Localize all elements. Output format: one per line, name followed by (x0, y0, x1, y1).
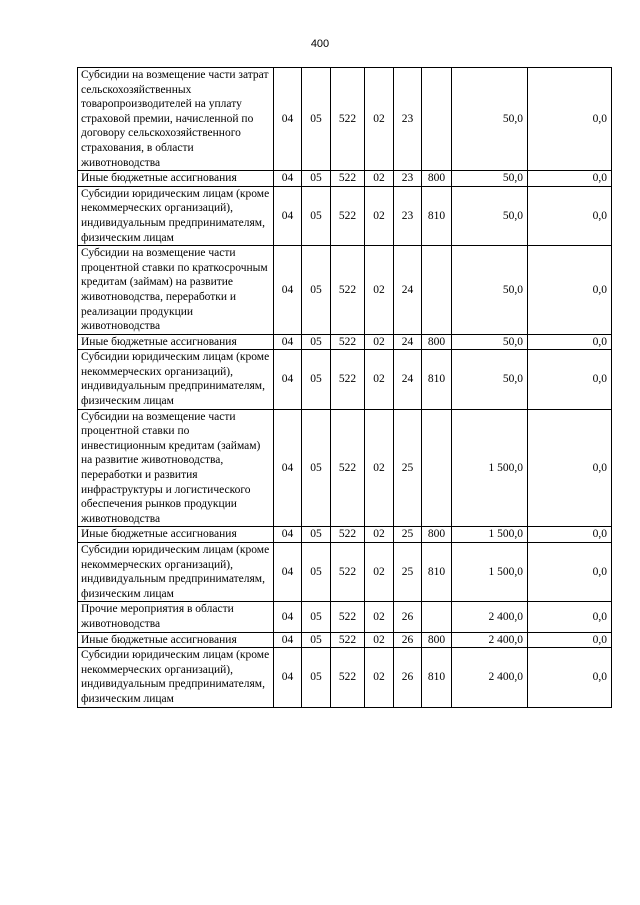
row-name: Субсидии на возмещение части затрат сельскохозяйственных товаропроизводителей на уплату страховой премии, начисленной по договору сельскохозяйственного страхования, в области животноводства (78, 68, 274, 171)
row-target-code-part2: 02 (365, 648, 394, 707)
row-target-code-part1: 522 (331, 171, 365, 187)
row-section-code: 04 (274, 171, 302, 187)
row-amount-year1: 50,0 (452, 171, 528, 187)
row-section-code: 04 (274, 527, 302, 543)
row-amount-year2: 0,0 (528, 246, 612, 335)
row-name: Субсидии юридическим лицам (кроме некоммерческих организаций), индивидуальным предпринимателям, физическим лицам (78, 186, 274, 245)
row-name: Иные бюджетные ассигнования (78, 334, 274, 350)
table-row (78, 648, 612, 707)
row-amount-year2: 0,0 (528, 632, 612, 648)
row-target-code-part3: 26 (394, 602, 422, 632)
row-target-code-part3: 23 (394, 186, 422, 245)
row-target-code-part3: 25 (394, 543, 422, 602)
row-target-code-part3: 26 (394, 632, 422, 648)
row-amount-year2: 0,0 (528, 409, 612, 527)
row-target-code-part3: 23 (394, 68, 422, 171)
row-amount-year1: 50,0 (452, 334, 528, 350)
row-target-code-part1: 522 (331, 350, 365, 409)
row-name: Субсидии юридическим лицам (кроме некоммерческих организаций), индивидуальным предпринимателям, физическим лицам (78, 648, 274, 707)
row-name: Прочие мероприятия в области животноводства (78, 602, 274, 632)
table-row (78, 246, 612, 335)
row-amount-year1: 2 400,0 (452, 648, 528, 707)
row-section-code: 04 (274, 543, 302, 602)
budget-table (77, 67, 612, 708)
row-section-code: 04 (274, 602, 302, 632)
row-target-code-part3: 24 (394, 350, 422, 409)
row-expense-type-code (422, 68, 452, 171)
row-target-code-part3: 24 (394, 246, 422, 335)
row-section-code: 04 (274, 334, 302, 350)
row-subsection-code: 05 (302, 409, 331, 527)
row-expense-type-code: 800 (422, 171, 452, 187)
row-expense-type-code (422, 409, 452, 527)
table-row (78, 409, 612, 527)
row-expense-type-code: 800 (422, 334, 452, 350)
row-target-code-part1: 522 (331, 409, 365, 527)
row-amount-year1: 1 500,0 (452, 527, 528, 543)
row-expense-type-code: 800 (422, 527, 452, 543)
row-section-code: 04 (274, 246, 302, 335)
row-subsection-code: 05 (302, 68, 331, 171)
row-amount-year2: 0,0 (528, 648, 612, 707)
row-amount-year1: 50,0 (452, 186, 528, 245)
row-amount-year2: 0,0 (528, 186, 612, 245)
row-target-code-part2: 02 (365, 632, 394, 648)
row-amount-year2: 0,0 (528, 68, 612, 171)
row-target-code-part3: 24 (394, 334, 422, 350)
row-target-code-part2: 02 (365, 68, 394, 171)
row-target-code-part3: 25 (394, 527, 422, 543)
row-subsection-code: 05 (302, 246, 331, 335)
row-subsection-code: 05 (302, 543, 331, 602)
row-target-code-part3: 25 (394, 409, 422, 527)
row-amount-year2: 0,0 (528, 527, 612, 543)
row-name: Иные бюджетные ассигнования (78, 632, 274, 648)
row-subsection-code: 05 (302, 334, 331, 350)
row-amount-year2: 0,0 (528, 543, 612, 602)
row-amount-year2: 0,0 (528, 602, 612, 632)
row-target-code-part2: 02 (365, 409, 394, 527)
table-row (78, 632, 612, 648)
row-target-code-part2: 02 (365, 527, 394, 543)
row-amount-year1: 50,0 (452, 68, 528, 171)
row-target-code-part1: 522 (331, 68, 365, 171)
row-target-code-part1: 522 (331, 648, 365, 707)
row-target-code-part3: 26 (394, 648, 422, 707)
row-amount-year1: 2 400,0 (452, 632, 528, 648)
row-subsection-code: 05 (302, 527, 331, 543)
row-section-code: 04 (274, 186, 302, 245)
row-target-code-part1: 522 (331, 186, 365, 245)
row-expense-type-code: 800 (422, 632, 452, 648)
row-subsection-code: 05 (302, 171, 331, 187)
row-expense-type-code: 810 (422, 543, 452, 602)
row-expense-type-code (422, 602, 452, 632)
row-name: Субсидии юридическим лицам (кроме некоммерческих организаций), индивидуальным предпринимателям, физическим лицам (78, 543, 274, 602)
row-target-code-part2: 02 (365, 334, 394, 350)
row-target-code-part1: 522 (331, 527, 365, 543)
table-row (78, 68, 612, 171)
row-target-code-part2: 02 (365, 602, 394, 632)
row-name: Субсидии на возмещение части процентной ставки по краткосрочным кредитам (займам) на развитие животноводства, переработки и реализации продукции животноводства (78, 246, 274, 335)
row-expense-type-code: 810 (422, 350, 452, 409)
table-row (78, 171, 612, 187)
row-expense-type-code: 810 (422, 186, 452, 245)
row-amount-year1: 1 500,0 (452, 409, 528, 527)
table-row (78, 334, 612, 350)
table-row (78, 543, 612, 602)
row-name: Иные бюджетные ассигнования (78, 171, 274, 187)
row-section-code: 04 (274, 648, 302, 707)
page-number: 400 (310, 38, 330, 50)
row-section-code: 04 (274, 350, 302, 409)
row-section-code: 04 (274, 632, 302, 648)
row-name: Субсидии юридическим лицам (кроме некоммерческих организаций), индивидуальным предпринимателям, физическим лицам (78, 350, 274, 409)
row-amount-year1: 50,0 (452, 246, 528, 335)
row-section-code: 04 (274, 409, 302, 527)
table-row (78, 350, 612, 409)
row-section-code: 04 (274, 68, 302, 171)
table-row (78, 186, 612, 245)
row-name: Субсидии на возмещение части процентной ставки по инвестиционным кредитам (займам) на развитие животноводства, переработки и развития инфраструктуры и логистического обеспечения рынков продукции животноводства (78, 409, 274, 527)
row-target-code-part2: 02 (365, 186, 394, 245)
row-amount-year2: 0,0 (528, 334, 612, 350)
row-name: Иные бюджетные ассигнования (78, 527, 274, 543)
row-target-code-part3: 23 (394, 171, 422, 187)
row-target-code-part1: 522 (331, 543, 365, 602)
row-subsection-code: 05 (302, 648, 331, 707)
row-expense-type-code: 810 (422, 648, 452, 707)
row-target-code-part1: 522 (331, 334, 365, 350)
row-target-code-part1: 522 (331, 246, 365, 335)
row-target-code-part2: 02 (365, 171, 394, 187)
row-target-code-part2: 02 (365, 543, 394, 602)
row-subsection-code: 05 (302, 632, 331, 648)
row-target-code-part1: 522 (331, 632, 365, 648)
row-amount-year2: 0,0 (528, 171, 612, 187)
row-target-code-part2: 02 (365, 246, 394, 335)
row-target-code-part2: 02 (365, 350, 394, 409)
row-subsection-code: 05 (302, 350, 331, 409)
row-expense-type-code (422, 246, 452, 335)
row-amount-year1: 1 500,0 (452, 543, 528, 602)
table-row (78, 602, 612, 632)
row-subsection-code: 05 (302, 186, 331, 245)
row-amount-year2: 0,0 (528, 350, 612, 409)
row-subsection-code: 05 (302, 602, 331, 632)
table-row (78, 527, 612, 543)
row-amount-year1: 2 400,0 (452, 602, 528, 632)
budget-table-body (78, 68, 612, 708)
row-amount-year1: 50,0 (452, 350, 528, 409)
row-target-code-part1: 522 (331, 602, 365, 632)
